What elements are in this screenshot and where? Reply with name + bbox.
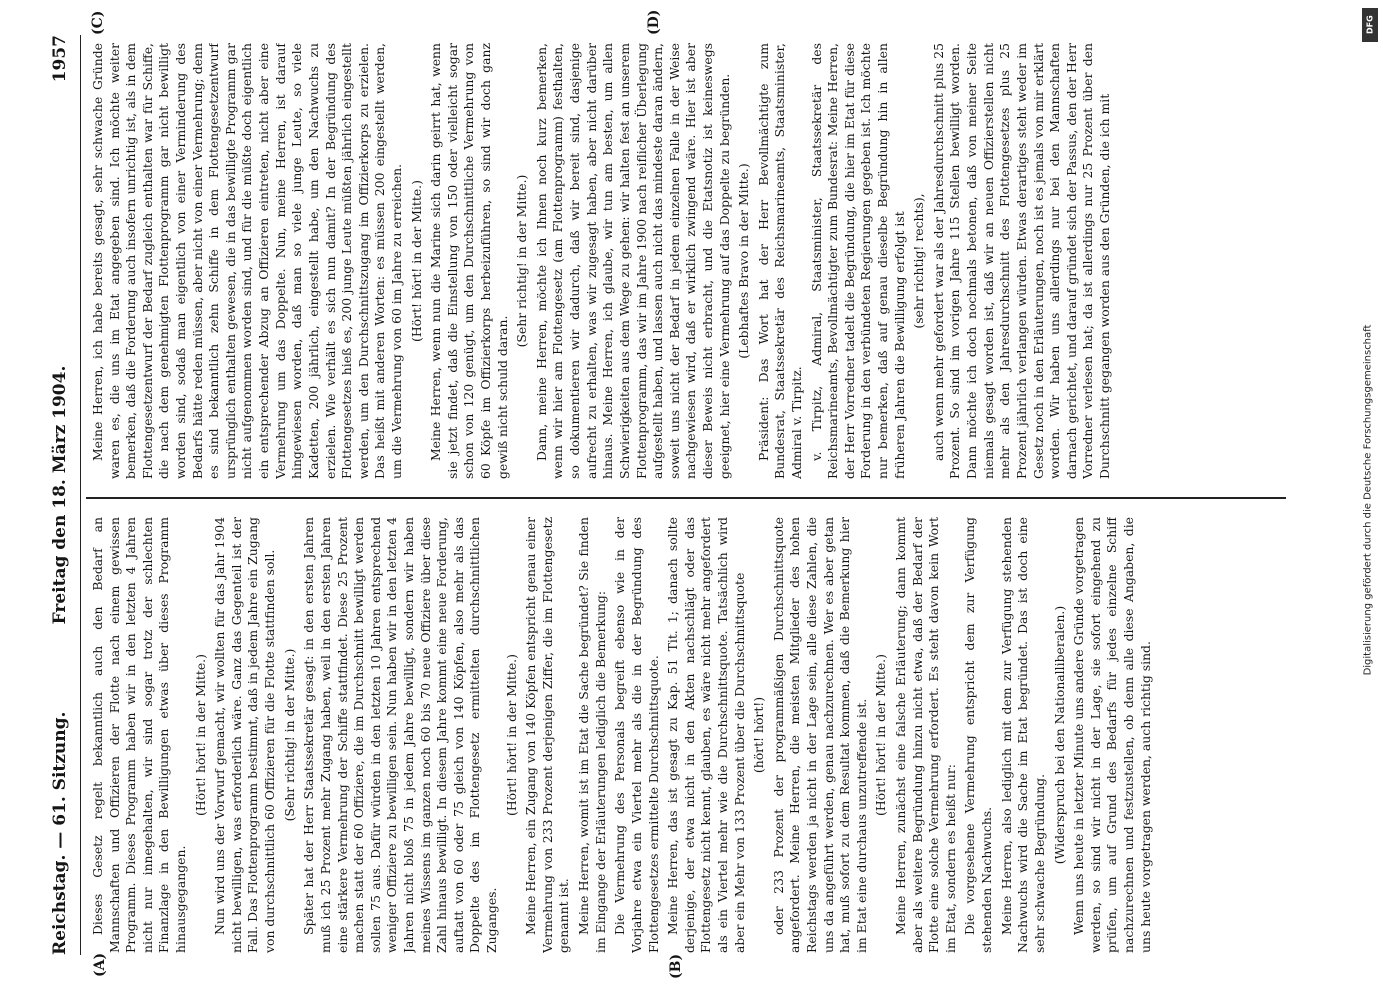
paragraph: Präsident: Das Wort hat der Herr Bevollmächtigte zum Bundesrat, Staatssekretär des Reichsmarineamts, Staatsminister, Admiral v. Tirpitz. [755,43,804,479]
interjection: (Hört! hört! in der Mitte.) [503,654,519,816]
page-header [46,35,81,955]
page-number: 1957 [50,35,70,83]
header-left: Reichstag. — 61. Sitzung. [50,711,70,955]
paragraph: Meine Herren, das ist gesagt zu Kap. 51 Tit. 1; danach sollte derjenige, der etwa nicht in den Akten nachschlägt oder das Flottengesetz nicht kennt, glauben, es wäre nicht mehr angefordert als ein Viertel mehr wie die Durchschnittsquote. Tatsächlich wird aber ein Mehr von 133 Prozent über die Durchschnittsquote [665,517,747,953]
interjection: (Lebhaftes Bravo in der Mitte.) [736,163,752,359]
margin-marker-a: (A) [92,952,108,977]
paragraph: Meine Herren, zunächst eine falsche Erläuterung; dann kommt aber als weitere Begründung hinzu nicht etwa, daß der Bedarf der Flotte eine solche Vermehrung erfordert. Es steht davon kein Wort im Etat, sondern es heißt nur: [893,517,958,953]
quotation: Die Vermehrung des Personals begreift ebenso wie in der Vorjahre etwa ein Viertel mehr als die in der Begründung des Flottengesetzes ermittelte Durchschnittsquote. [612,517,661,953]
dfg-logo: DFG [1362,8,1378,42]
margin-marker-b: (B) [668,953,684,979]
interjection: (Hört! hört! in der Mitte.) [192,654,208,816]
paragraph: oder 233 Prozent der programmäßigen Durchschnittsquote angefordert. Meine Herren, die meisten Mitglieder des hohen Reichstags werden ja nicht in der Lage sein, alle diese Zahlen, die uns da angeführt werden, genau nachzurechnen. Wer es aber getan hat, muß sofort zu dem Resultat kommen, daß die Bemerkung hier im Etat eine durchaus unzutreffende ist. [770,517,869,953]
paragraph: Später hat der Herr Staatssekretär gesagt: in den ersten Jahren muß ich 25 Prozent mehr Zugang haben, weil in den ersten Jahren eine stärkere Vermehrung der Schiffe stattfindet. Diese 25 Prozent machen statt der 60 Offiziere, die im Durchschnitt bewilligt werden sollen 75 aus. Dafür würden in den letzten 10 Jahren entsprechend weniger Offiziere zu bewilligen sein. Nun haben wir in den letzten 4 Jahren nicht bloß 75 in jedem Jahre bewilligt, sondern wir haben meines Wissens im ganzen noch 60 bis 70 neue Offiziere über diese Zahl hinaus bewilligt. In diesem Jahre kommt eine neue Forderung, auftatt von 60 oder 75 gleich von 140 Köpfen, also mehr als das Doppelte des im Flottengesetz ermittelten durchschnittlichen Zuganges. [301,517,500,953]
quotation: Die vorgesehene Vermehrung entspricht dem zur Verfügung stehenden Nachwuchs. [962,517,995,953]
column-divider [86,498,1286,500]
right-column [90,43,1280,479]
paragraph: Dann, meine Herren, möchte ich Ihnen noch kurz bemerken, wenn wir hier am Flottengesetz (am Flottenprogramm) festhalten, so dokumentieren wir dadurch, daß wir bereit sind, dasjenige aufrecht zu erhalten, was wir zugesagt haben, aber nicht darüber hinaus. Meine Herren, ich glaube, wir tun am besten, um allen Schwierigkeiten aus dem Wege zu gehen: wir halten fest an unserem Flottenprogramm, das wir im Jahre 1900 nach reiflicher Überlegung aufgestellt haben, und lassen auch nicht das mindeste daran ändern, soweit uns nicht der Bedarf in jedem einzelnen Falle in der Weise nachgewiesen wird, daß er wirklich zwingend wäre. Hier ist aber dieser Beweis nicht erbracht, und die Etatsnotiz ist keineswegs geeignet, hier eine Vermehrung auf das Doppelte zu begründen. [533,43,732,479]
interjection: (Sehr richtig! in der Mitte.) [281,648,297,822]
margin-marker-d: (D) [646,9,662,35]
paragraph: Meine Herren, ein Zugang von 140 Köpfen entspricht genau einer Vermehrung von 233 Prozent derjenigen Ziffer, die im Flottengesetz genannt ist. [523,517,572,953]
paragraph: Meine Herren, wenn nun die Marine sich darin geirrt hat, wenn sie jetzt findet, daß die Einstellung von 150 oder vielleicht sogar schon von 120 genügt, um den Durchschnittliche Vermehrung von 60 Köpfe im Offizierkorps herbeizuführen, so sind wir doch ganz gewiß nicht schuld daran. [428,43,510,479]
interjection: (hört! hört!) [751,696,767,774]
digitization-credit: Digitalisierung gefördert durch die Deutsche Forschungsgemeinschaft [1362,324,1374,676]
margin-marker-c: (C) [90,10,106,35]
rotated-page [18,5,1318,985]
paragraph: Nun wird uns der Vorwurf gemacht, wir wollten für das Jahr 1904 nicht bewilligen, was erforderlich wäre. Ganz das Gegenteil ist der Fall. Das Flottenprogramm bestimmt, daß in jedem Jahre ein Zugang von durchschnittlich 60 Offizieren für die Flotte stattfinden soll. [212,517,278,953]
paragraph: v. Tirpitz, Admiral, Staatsminister, Staatssekretär des Reichsmarineamts, Bevollmächtigter zum Bundesrat: Meine Herren, der Herr Vorredner tadelt die Begründung, die hier im Etat für diese Forderung in den verbündeten Regierungen gegeben ist. Ich möchte nur bemerken, daß auf genau dieselbe Begründung hin in allen früheren Jahren die Bewilligung erfolgt ist [808,43,907,479]
paragraph: Meine Herren, also lediglich mit dem zur Verfügung stehenden Nachwuchs wird die Sache im Etat begründet. Das ist doch eine sehr schwache Begründung. [998,517,1047,953]
paragraph: Dieses Gesetz regelt bekanntlich auch den Bedarf an Mannschaften und Offizieren der Flotte nach einem gewissen Programm. Dieses Programm haben wir in den letzten 4 Jahren nicht nur innegehalten, wir sind sogar trotz der schlechten Finanzlage in den Bewilligungen etwas über dieses Programm hinausgegangen. [90,517,189,953]
interjection: (Widerspruch bei den Nationalliberalen.) [1051,605,1067,865]
paragraph: Meine Herren, ich habe bereits gesagt, sehr schwache Gründe waren es, die uns im Etat angegeben sind. Ich möchte weiter bemerken, daß die Forderung auch insofern unrichtig ist, als in dem Flottengesetzentwurf der Bedarf zugleich enthalten war für Schiffe, die nach dem genehmigten Flottenprogramm gar nicht bewilligt worden sind, sodaß man eigentlich von einer Verminderung des Bedarfs hätte reden müssen, aber nicht von einer Vermehrung; denn es sind bekanntlich zehn Schiffe in dem Flottengesetzentwurf ursprünglich enthalten gewesen, die in das bewilligte Programm gar nicht aufgenommen worden sind, und für die müßte doch eigentlich ein entsprechender Abzug an Offizieren eintreten, nicht aber eine Vermehrung um das Doppelte. Nun, meine Herren, ist darauf hingewiesen worden, daß man so viele junge Leute, so viele Kadetten, 200 jährlich, eingestellt habe, um den Nachwuchs zu erzielen. Wie verhält es sich nun damit? In der Begründung des Flottengesetzes hieß es, 200 junge Leute müßten jährlich eingestellt werden, um den Durchschnittszugang im Offizierkorps zu erzielen. Das heißt mit anderen Worten: es müssen 200 eingestellt werden, um die Vermehrung von 60 im Jahre zu erreichen. [90,43,404,479]
interjection: (Sehr richtig! in der Mitte.) [514,174,530,348]
paragraph: auch wenn mehr gefordert war als der Jahresdurchschnitt plus 25 Prozent. So sind im vorigen Jahre 115 Stellen bewilligt worden. Dann möchte ich doch nochmals betonen, daß von meiner Seite niemals gesagt worden ist, daß wir an neuen Offizierstellen nicht mehr als den Jahresdurchschnitt des Flottengesetzes plus 25 Prozent jährlich verlangen würden. Etwas derartiges steht weder im Gesetz noch in den Erläuterungen, noch ist es jemals von mir erklärt worden. Wir haben uns allerdings nur bei den Mannschaften darnach gerichtet, und darauf gründet sich der Passus, den der Herr Vorredner verlesen hat; da ist allerdings nur 25 Prozent über den Durchschnitt gegangen worden aus den Gründen, die ich mit [930,43,1112,479]
header-date: Freitag den 18. März 1904. [50,365,70,625]
interjection: (sehr richtig! rechts), [911,193,927,329]
paragraph: Wenn uns heute in letzter Minute uns andere Gründe vorgetragen werden, so sind wir nicht in der Lage, sie sofort eingehend zu prüfen, um auf Grund des Bedarfs für jedes einzelne Schiff nachzurechnen und festzustellen, ob denn alle diese Angaben, die uns heute vorgetragen werden, auch richtig sind. [1071,517,1153,953]
interjection: (Hört! hört! in der Mitte.) [408,180,424,342]
left-column [90,517,1280,953]
interjection: (Hört! hört! in der Mitte.) [873,654,889,816]
paragraph: Meine Herren, womit ist im Etat die Sache begründet? Sie finden im Eingange der Erläuterungen lediglich die Bemerkung: [576,517,608,953]
